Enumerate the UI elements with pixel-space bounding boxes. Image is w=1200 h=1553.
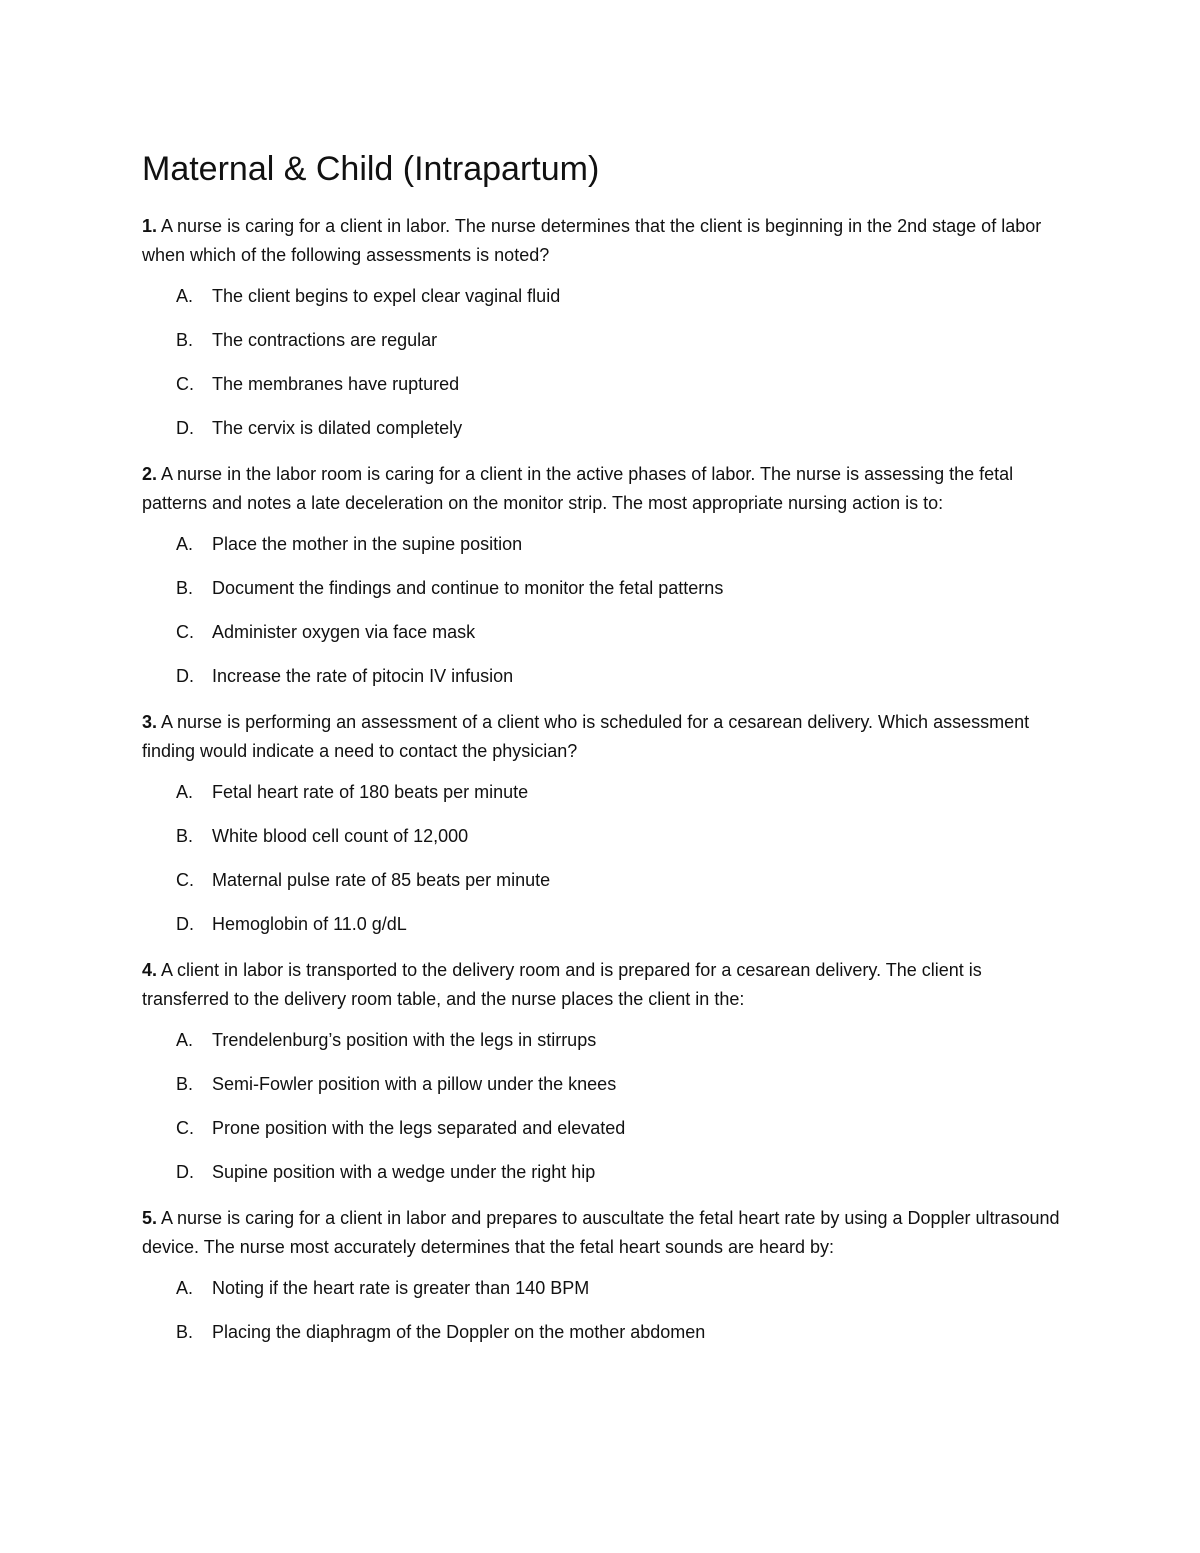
- question-1: [142, 212, 1062, 440]
- question-text: [142, 1204, 1062, 1262]
- answer-option: [142, 620, 1062, 644]
- answer-options: [142, 284, 1062, 440]
- option-text: Hemoglobin of 11.0 g/dL: [212, 914, 407, 934]
- option-text: Supine position with a wedge under the right hip: [212, 1162, 596, 1182]
- answer-option: [142, 912, 1062, 936]
- question-number: 4.: [142, 960, 158, 980]
- answer-option: [142, 780, 1062, 804]
- option-letter: C.: [176, 622, 194, 642]
- option-letter: B.: [176, 826, 194, 846]
- question-number: 1.: [142, 216, 158, 236]
- question-stem: A nurse in the labor room is caring for a client in the active phases of labor. The nurse is assessing the fetal patterns and notes a late deceleration on the monitor strip. The most appropriate nursing action is to:: [142, 464, 1014, 513]
- option-text: Maternal pulse rate of 85 beats per minute: [212, 870, 551, 890]
- option-letter: A.: [176, 286, 194, 306]
- option-text: White blood cell count of 12,000: [212, 826, 469, 846]
- question-text: [142, 956, 1062, 1014]
- option-text: The client begins to expel clear vaginal fluid: [212, 286, 561, 306]
- question-text: [142, 708, 1062, 766]
- question-stem: A nurse is caring for a client in labor. The nurse determines that the client is beginning in the 2nd stage of labor when which of the following assessments is noted?: [142, 216, 1042, 265]
- question-3: [142, 708, 1062, 936]
- answer-option: [142, 1276, 1062, 1300]
- answer-options: [142, 780, 1062, 936]
- document-title: Maternal & Child (Intrapartum): [142, 150, 600, 188]
- answer-option: [142, 532, 1062, 556]
- question-stem: A client in labor is transported to the delivery room and is prepared for a cesarean delivery. The client is transferred to the delivery room table, and the nurse places the client in the:: [142, 960, 982, 1009]
- answer-option: [142, 1160, 1062, 1184]
- answer-option: [142, 1320, 1062, 1344]
- answer-options: [142, 1276, 1062, 1344]
- option-letter: A.: [176, 782, 194, 802]
- question-stem: A nurse is performing an assessment of a client who is scheduled for a cesarean delivery. Which assessment finding would indicate a need to contact the physician?: [142, 712, 1030, 761]
- option-letter: B.: [176, 1074, 194, 1094]
- option-letter: A.: [176, 1030, 194, 1050]
- option-text: Increase the rate of pitocin IV infusion: [212, 666, 514, 686]
- option-letter: D.: [176, 914, 194, 934]
- option-text: Place the mother in the supine position: [212, 534, 523, 554]
- question-4: [142, 956, 1062, 1184]
- option-letter: B.: [176, 330, 194, 350]
- answer-option: [142, 576, 1062, 600]
- answer-option: [142, 328, 1062, 352]
- answer-option: [142, 416, 1062, 440]
- question-number: 3.: [142, 712, 158, 732]
- answer-option: [142, 664, 1062, 688]
- option-text: Semi-Fowler position with a pillow under the knees: [212, 1074, 617, 1094]
- option-letter: B.: [176, 1322, 194, 1342]
- question-2: [142, 460, 1062, 688]
- option-text: Administer oxygen via face mask: [212, 622, 476, 642]
- answer-option: [142, 1116, 1062, 1140]
- answer-options: [142, 1028, 1062, 1184]
- option-letter: B.: [176, 578, 194, 598]
- option-text: The contractions are regular: [212, 330, 438, 350]
- question-number: 5.: [142, 1208, 158, 1228]
- answer-options: [142, 532, 1062, 688]
- option-text: Prone position with the legs separated and elevated: [212, 1118, 626, 1138]
- answer-option: [142, 1072, 1062, 1096]
- document-page: [142, 148, 1062, 1364]
- question-number: 2.: [142, 464, 158, 484]
- option-text: Fetal heart rate of 180 beats per minute: [212, 782, 529, 802]
- option-letter: C.: [176, 1118, 194, 1138]
- question-stem: A nurse is caring for a client in labor and prepares to auscultate the fetal heart rate by using a Doppler ultrasound device. The nurse most accurately determines that the fetal heart sounds are heard by:: [142, 1208, 1060, 1257]
- option-text: The membranes have ruptured: [212, 374, 460, 394]
- option-text: Trendelenburg’s position with the legs in stirrups: [212, 1030, 597, 1050]
- answer-option: [142, 824, 1062, 848]
- option-letter: D.: [176, 418, 194, 438]
- option-letter: A.: [176, 1278, 194, 1298]
- answer-option: [142, 372, 1062, 396]
- option-letter: A.: [176, 534, 194, 554]
- option-letter: D.: [176, 666, 194, 686]
- option-text: The cervix is dilated completely: [212, 418, 463, 438]
- option-letter: D.: [176, 1162, 194, 1182]
- question-5: [142, 1204, 1062, 1344]
- option-letter: C.: [176, 870, 194, 890]
- option-letter: C.: [176, 374, 194, 394]
- answer-option: [142, 868, 1062, 892]
- question-text: [142, 212, 1062, 270]
- option-text: Document the findings and continue to monitor the fetal patterns: [212, 578, 724, 598]
- option-text: Noting if the heart rate is greater than 140 BPM: [212, 1278, 590, 1298]
- answer-option: [142, 284, 1062, 308]
- option-text: Placing the diaphragm of the Doppler on the mother abdomen: [212, 1322, 706, 1342]
- question-text: [142, 460, 1062, 518]
- answer-option: [142, 1028, 1062, 1052]
